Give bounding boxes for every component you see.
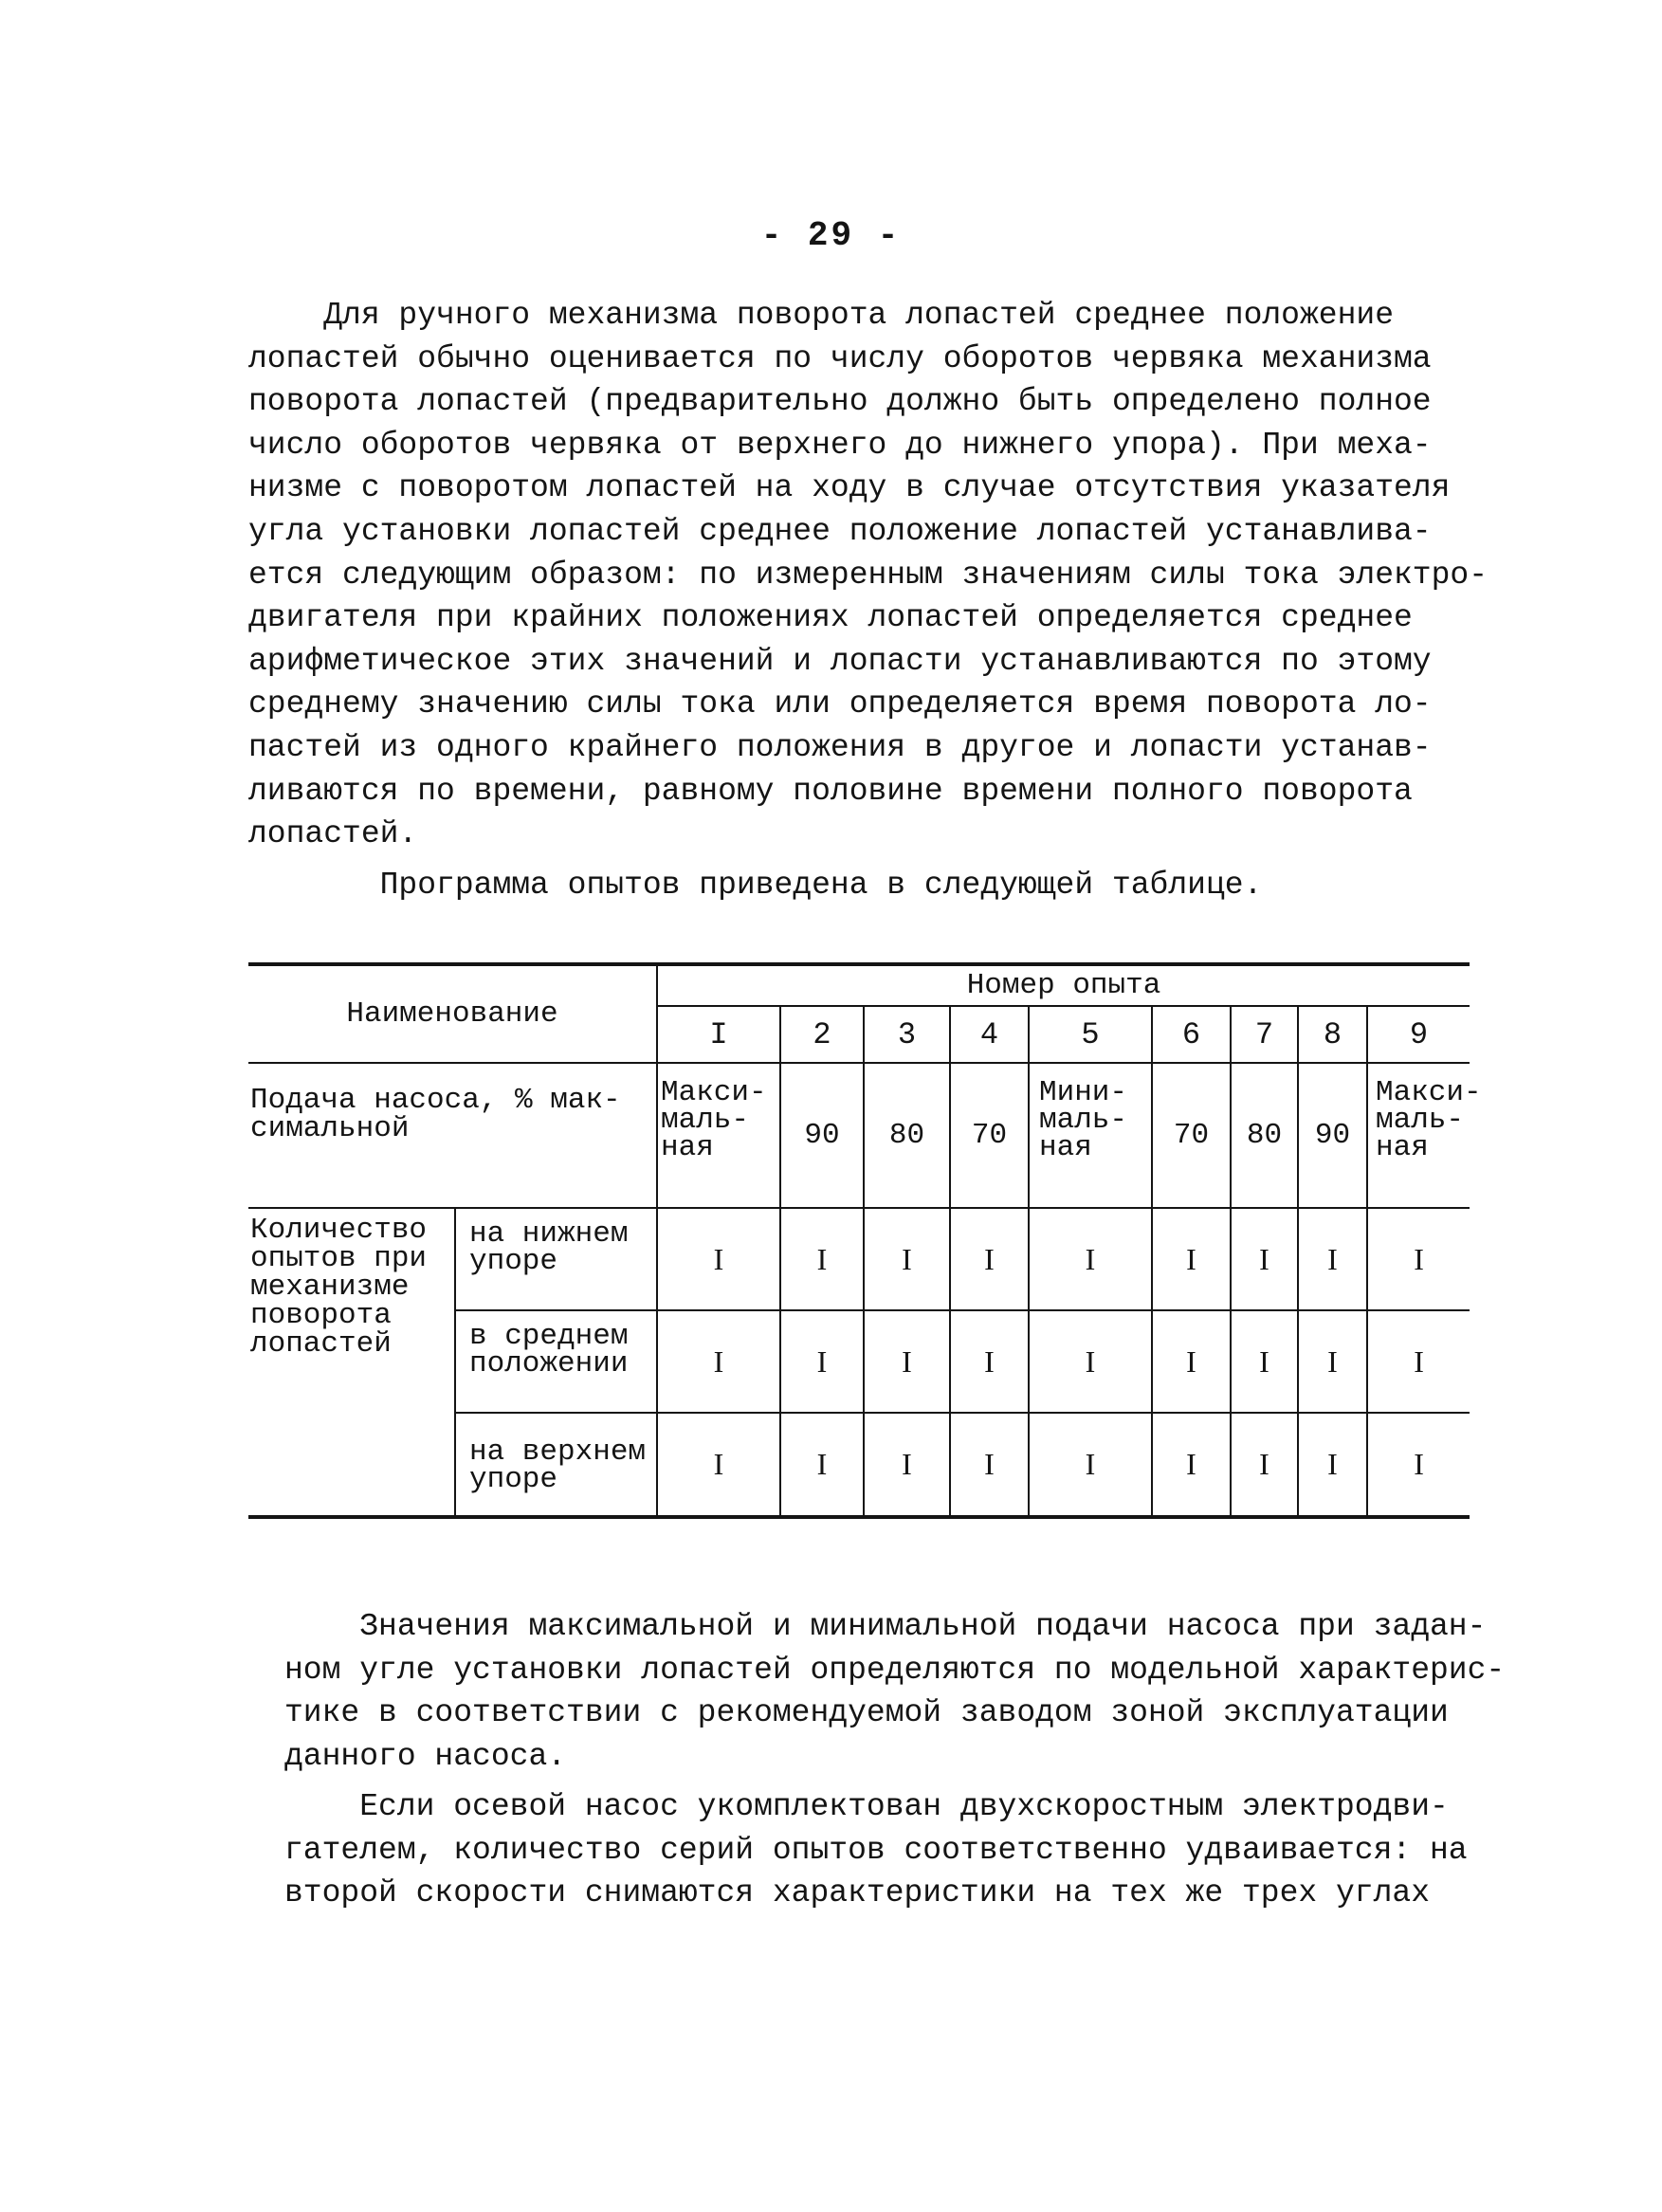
sub-row-label: на нижнем упоре [455, 1208, 657, 1310]
experiment-number-cell: 4 [950, 1006, 1029, 1063]
experiment-number-cell: I [657, 1006, 780, 1063]
feed-value-cell: 70 [1152, 1063, 1231, 1208]
count-cell: I [1231, 1310, 1298, 1413]
count-cell: I [950, 1310, 1029, 1413]
count-row-label: Количество опытов при механизме поворота лопастей [248, 1208, 455, 1517]
count-cell: I [864, 1310, 950, 1413]
count-cell: I [1152, 1310, 1231, 1413]
feed-value-cell: 80 [1231, 1063, 1298, 1208]
count-cell: I [864, 1413, 950, 1517]
experiment-number-cell: 7 [1231, 1006, 1298, 1063]
experiment-number-cell: 3 [864, 1006, 950, 1063]
count-cell: I [1298, 1310, 1367, 1413]
feed-row [248, 1063, 1470, 1208]
paragraph-feed-values: Значения максимальной и минимальной подачи насоса при задан- ном угле установки лопастей определяются по модельной характерис- тике в соответствии с рекомендуемой заводом зоной эксплуатации данного насоса. [284, 1609, 1506, 1774]
experiment-number-cell: 8 [1298, 1006, 1367, 1063]
feed-value-cell: 90 [780, 1063, 864, 1208]
count-cell: I [780, 1208, 864, 1310]
paragraph-table-intro: Программа опытов приведена в следующей таблице. [248, 868, 1263, 903]
paragraph-blade-position: Для ручного механизма поворота лопастей среднее положение лопастей обычно оценивается по числу оборотов червяка механизма поворота лопастей (предварительно должно быть определено полное число оборотов червяка от верхнего до нижнего упора). При меха- низме с поворотом лопастей на ходу в случае отсутствия указателя угла установки лопастей среднее положение лопастей устанавлива- ется следующим образом: по измеренным значениям силы тока электро- двигателя при крайних положениях лопастей определяется среднее арифметическое этих значений и лопасти устанавливаются по этому среднему значению силы тока или определяется время поворота ло- пастей из одного крайнего положения в другое и лопасти устанав- ливаются по времени, равному половине времени полного поворота лопастей. [248, 298, 1488, 852]
count-cell: I [657, 1310, 780, 1413]
count-cell: I [1367, 1208, 1470, 1310]
count-cell: I [1152, 1208, 1231, 1310]
feed-value-cell: Макси- маль- ная [657, 1063, 780, 1208]
experiment-number-cell: 2 [780, 1006, 864, 1063]
count-cell: I [950, 1413, 1029, 1517]
experiment-number-cell: 5 [1029, 1006, 1152, 1063]
count-cell: I [1231, 1413, 1298, 1517]
count-cell: I [1152, 1413, 1231, 1517]
feed-value-cell: Мини- маль- ная [1029, 1063, 1152, 1208]
count-row-lower-stop [248, 1208, 1470, 1310]
count-cell: I [1298, 1413, 1367, 1517]
feed-row-label: Подача насоса, % мак- симальной [248, 1063, 657, 1208]
experiment-number-cell: 6 [1152, 1006, 1231, 1063]
count-cell: I [950, 1208, 1029, 1310]
feed-value-cell: 90 [1298, 1063, 1367, 1208]
count-cell: I [1231, 1208, 1298, 1310]
sub-row-label: на верхнем упоре [455, 1413, 657, 1517]
count-cell: I [1367, 1413, 1470, 1517]
sub-row-label: в среднем положении [455, 1310, 657, 1413]
count-cell: I [1029, 1310, 1152, 1413]
count-cell: I [1298, 1208, 1367, 1310]
count-cell: I [780, 1413, 864, 1517]
page-number: - 29 - [760, 216, 902, 255]
count-cell: I [1029, 1413, 1152, 1517]
experiment-number-cell: 9 [1367, 1006, 1470, 1063]
count-cell: I [1029, 1208, 1152, 1310]
count-cell: I [780, 1310, 864, 1413]
paragraph-two-speed-motor: Если осевой насос укомплектован двухскоростным электродви- гателем, количество серий опытов соответственно удваивается: на второй скорости снимаются характеристики на тех же трех углах [284, 1789, 1468, 1911]
feed-value-cell: Макси- маль- ная [1367, 1063, 1470, 1208]
count-cell: I [657, 1208, 780, 1310]
count-cell: I [864, 1208, 950, 1310]
experiment-program-table [248, 962, 1482, 1519]
count-cell: I [1367, 1310, 1470, 1413]
count-cell: I [657, 1413, 780, 1517]
header-experiment-number: Номер опыта [657, 964, 1470, 1006]
feed-value-cell: 70 [950, 1063, 1029, 1208]
header-name-cell: Наименование [248, 964, 657, 1063]
feed-value-cell: 80 [864, 1063, 950, 1208]
